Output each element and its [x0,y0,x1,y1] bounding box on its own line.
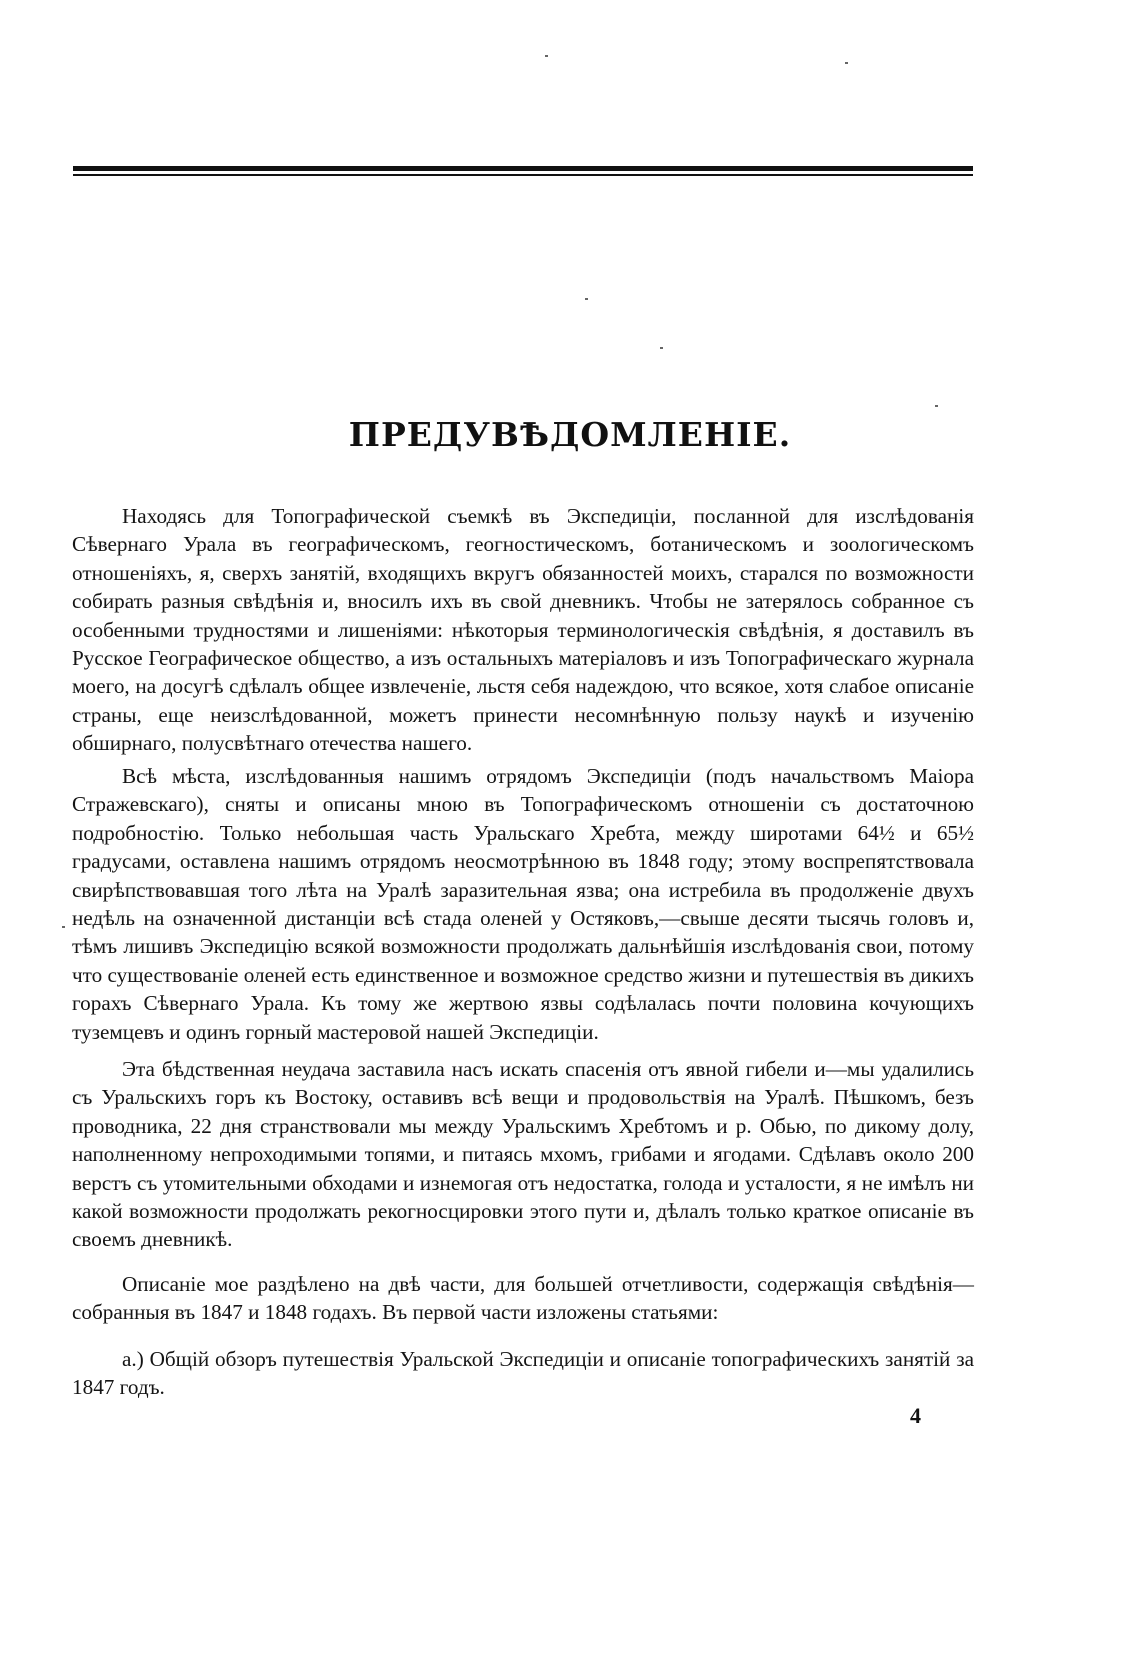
paragraph-text: Эта бѣдственная неудача заставила насъ искать спасенія отъ явной гибели и—мы удалились съ Уральскихъ горъ къ Востоку, оставивъ всѣ вещи и продовольствія на Уралѣ. Пѣшкомъ, безъ проводника, 22 дня странствовали мы между Уральскимъ Хребтомъ и р. Обью, по дикому долу, наполненному непроходимыми топями, и питаясь мхомъ, грибами и ягодами. Сдѣлавъ около 200 верстъ съ утомительными обходами и изнемогая отъ недостатка, голода и усталости, я не имѣлъ ни какой возможности продолжать рекогносцировки этого пути и, дѣлалъ только краткое описаніе въ своемъ дневникѣ. [72,1057,974,1252]
list-item-text: а.) Общій обзоръ путешествія Уральской Экспедиціи и описаніе топографическихъ занятій за 1847 годъ. [72,1347,974,1400]
list-item [72,1345,974,1426]
header-rule-thick [73,166,973,171]
paragraph [72,1270,974,1351]
scan-speck [545,55,548,57]
scan-speck [660,347,663,349]
page-title: ПРЕДУВѢДОМЛЕНІЕ. [348,415,792,454]
scan-speck [585,298,588,300]
paragraph-text: Находясь для Топографической съемкѣ въ Экспедиціи, посланной для изслѣдованія Сѣвернаго Урала въ географическомъ, геогностическомъ, ботаническомъ и зоологическомъ отношеніяхъ, я, сверхъ занятій, входящихъ вкругъ обязанностей моихъ, старался по возможности собирать разныя свѣдѣнія и, вносилъ ихъ въ свой дневникъ. Чтобы не затерялось собранное съ особенными трудностями и лишеніями: нѣкоторыя терминологическія свѣдѣнія, я доставилъ въ Русское Географическое общество, а изъ остальныхъ матеріаловъ и изъ Топографическаго журнала моего, на досугѣ сдѣлалъ общее извлеченіе, льстя себя надеждою, что всякое, хотя слабое описаніе страны, еще неизслѣдованной, можетъ принести несомнѣнную пользу наукѣ и изученію обширнаго, полусвѣтнаго отечества нашего. [72,504,974,756]
header-rule-thin [73,174,973,176]
scan-speck [845,62,848,64]
scan-speck [935,405,938,407]
scan-speck [62,926,65,928]
paragraph [72,762,974,1070]
paragraph-text: Описаніе мое раздѣлено на двѣ части, для большей отчетливости, содержащія свѣдѣнія— собранныя въ 1847 и 1848 годахъ. Въ первой части изложены статьями: [72,1272,974,1325]
paragraph [72,1055,974,1278]
paragraph [72,502,974,782]
page-number: 4 [910,1403,921,1428]
paragraph-text: Всѣ мѣста, изслѣдованныя нашимъ отрядомъ Экспедиціи (подъ начальствомъ Маіора Стражевскаго), сняты и описаны мною въ Топографическомъ отношеніи съ достаточною подробностію. Только небольшая часть Уральскаго Хребта, между широтами 64½ и 65½ градусами, оставлена нашимъ отрядомъ неосмотрѣнною въ 1848 году; этому воспрепятствовала свирѣпствовавшая того лѣта на Уралѣ заразительная язва; она истребила въ продолженіе двухъ недѣль на означенной дистанціи всѣ стада оленей у Остяковъ,—свыше десяти тысячь головъ и, тѣмъ лишивъ Экспедицію всякой возможности продолжать дальнѣйшія изслѣдованія свои, потому что существованіе оленей есть единственное и возможное средство жизни и путешествія въ дикихъ горахъ Сѣвернаго Урала. Къ тому же жертвою язвы содѣлалась почти половина кочующихъ туземцевъ и одинъ горный мастеровой нашей Экспедиціи. [72,764,974,1044]
